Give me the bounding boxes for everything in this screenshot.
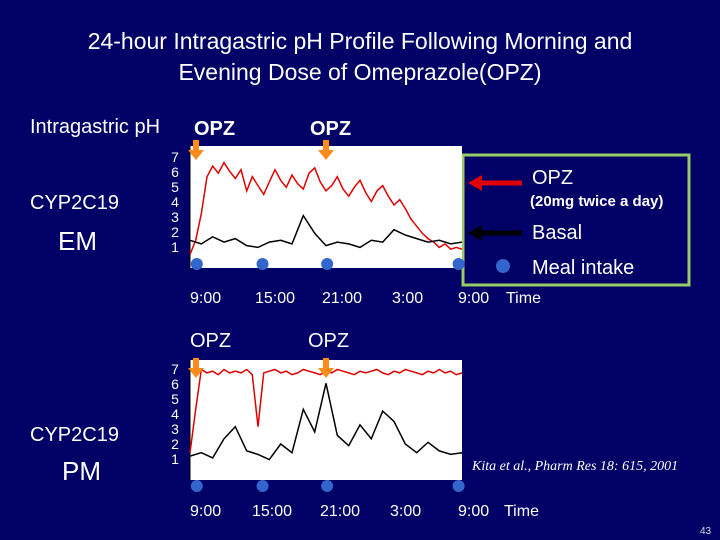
y-tick: 7 — [171, 361, 179, 377]
y-tick: 5 — [171, 391, 179, 407]
x-axis-title: Time — [504, 503, 539, 520]
y-ticks-pm — [168, 362, 182, 467]
y-tick: 3 — [171, 209, 179, 225]
phenotype-label-pm: PM — [62, 456, 101, 486]
x-tick-label: 9:00 — [458, 503, 490, 520]
phenotype-label-em: EM — [58, 226, 97, 256]
y-tick: 4 — [171, 406, 179, 422]
y-tick: 7 — [171, 149, 179, 165]
page-number: 43 — [700, 526, 712, 537]
dose-label-morning-pm: OPZ — [190, 330, 232, 352]
y-tick: 2 — [171, 224, 179, 240]
meal-marker — [453, 480, 465, 492]
legend-basal-arrow-head — [468, 225, 482, 241]
x-tick-label: 15:00 — [255, 290, 296, 307]
y-tick: 3 — [171, 421, 179, 437]
plot-area-em — [190, 146, 462, 268]
legend-opz-arrow-head — [468, 175, 482, 191]
x-tick-label: 3:00 — [392, 290, 424, 307]
y-axis-label: Intragastric pH — [30, 116, 161, 138]
genotype-label-pm: CYP2C19 — [30, 424, 119, 446]
y-ticks-em — [168, 150, 182, 255]
dose-arrow-shaft — [323, 358, 329, 368]
meal-marker — [257, 258, 269, 270]
x-tick-label: 3:00 — [390, 503, 422, 520]
y-tick: 1 — [171, 451, 179, 467]
x-tick-label: 9:00 — [458, 290, 490, 307]
legend-opz-detail: (20mg twice a day) — [530, 193, 664, 210]
meal-marker — [257, 480, 269, 492]
dose-label-evening-em: OPZ — [310, 118, 352, 140]
x-tick-label: 9:00 — [190, 290, 222, 307]
legend-opz-label: OPZ — [532, 167, 574, 189]
dose-arrow-shaft — [193, 140, 199, 150]
meal-marker — [191, 258, 203, 270]
genotype-label-em: CYP2C19 — [30, 192, 119, 214]
dose-arrow-shaft — [193, 358, 199, 368]
meal-marker — [321, 480, 333, 492]
dose-arrow-shaft — [323, 140, 329, 150]
x-tick-label: 21:00 — [322, 290, 363, 307]
dose-label-morning-em: OPZ — [194, 118, 236, 140]
y-tick: 1 — [171, 239, 179, 255]
x-tick-label: 21:00 — [320, 503, 361, 520]
x-tick-label: 9:00 — [190, 503, 222, 520]
meal-marker — [453, 258, 465, 270]
y-tick: 5 — [171, 179, 179, 195]
x-tick-label: 15:00 — [252, 503, 293, 520]
y-tick: 6 — [171, 164, 179, 180]
y-tick: 6 — [171, 376, 179, 392]
meal-marker — [191, 480, 203, 492]
legend-basal-label: Basal — [532, 222, 583, 244]
meal-marker — [321, 258, 333, 270]
legend-meal-marker — [496, 259, 510, 273]
y-tick: 2 — [171, 436, 179, 452]
legend-meal-label: Meal intake — [532, 257, 635, 279]
citation: Kita et al., Pharm Res 18: 615, 2001 — [472, 459, 679, 474]
y-tick: 4 — [171, 194, 179, 210]
title-line-2: Evening Dose of Omeprazole(OPZ) — [178, 59, 542, 85]
x-axis-title: Time — [506, 290, 541, 307]
title-line-1: 24-hour Intragastric pH Profile Following Morning and — [87, 28, 633, 54]
dose-label-evening-pm: OPZ — [308, 330, 350, 352]
